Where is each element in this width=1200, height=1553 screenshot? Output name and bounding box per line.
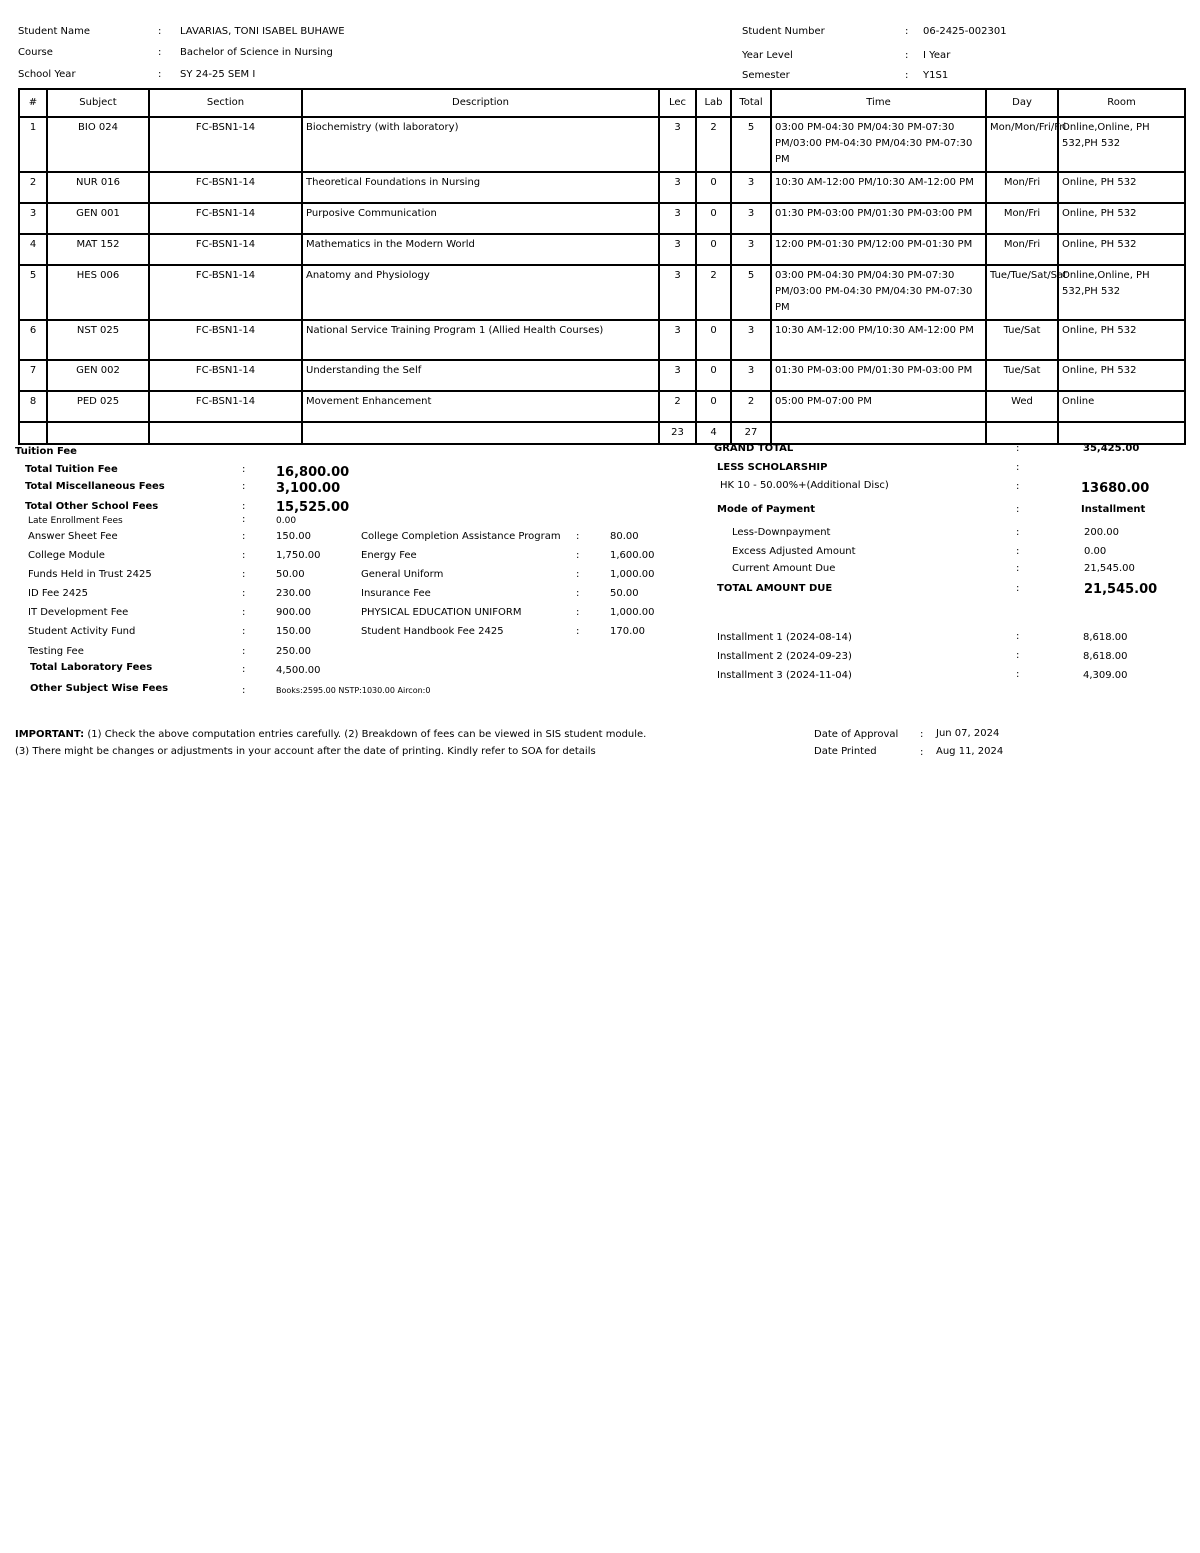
table-row (19, 172, 1185, 203)
col-header-lab: Lab (696, 89, 731, 117)
fee-item-value: 1,600.00 (610, 550, 655, 561)
row-section: FC-BSN1-14 (149, 265, 302, 320)
fee-item-value: 170.00 (610, 626, 645, 637)
row-total: 3 (731, 172, 771, 203)
row-subject: GEN 002 (47, 360, 149, 391)
total-lec: 23 (659, 422, 696, 444)
total-lab-label: Total Laboratory Fees (30, 662, 153, 673)
row-section: FC-BSN1-14 (149, 117, 302, 172)
colon: : (1016, 527, 1020, 538)
row-lab: 2 (696, 117, 731, 172)
row-day: Wed (986, 391, 1058, 422)
total-other-label: Total Other School Fees (25, 501, 159, 512)
row-day: Tue/Sat (986, 320, 1058, 360)
row-day: Mon/Fri (986, 234, 1058, 265)
colon: : (242, 464, 246, 475)
row-time: 01:30 PM-03:00 PM/01:30 PM-03:00 PM (771, 203, 986, 234)
colon: : (158, 47, 162, 58)
row-lec: 3 (659, 234, 696, 265)
row-num: 1 (19, 117, 47, 172)
fee-item-value: 80.00 (610, 531, 639, 542)
colon: : (242, 664, 246, 675)
fee-item-label: Insurance Fee (361, 588, 431, 599)
year-level-label: Year Level (742, 50, 793, 61)
student-number-value: 06-2425-002301 (923, 26, 1007, 37)
col-header-total: Total (731, 89, 771, 117)
colon: : (158, 69, 162, 80)
row-total: 3 (731, 234, 771, 265)
row-section: FC-BSN1-14 (149, 391, 302, 422)
row-total: 2 (731, 391, 771, 422)
colon: : (242, 588, 246, 599)
important-note-line1 (15, 729, 646, 740)
row-description: Purposive Communication (302, 203, 659, 234)
table-row (19, 203, 1185, 234)
important-note-line2: (3) There might be changes or adjustments in your account after the date of printing. Kindly refer to SOA for details (15, 746, 596, 757)
col-header-num: # (19, 89, 47, 117)
table-row (19, 360, 1185, 391)
grand-total-label: GRAND TOTAL (714, 443, 794, 454)
total-lab: 4 (696, 422, 731, 444)
total-units: 27 (731, 422, 771, 444)
col-header-room: Room (1058, 89, 1185, 117)
row-time: 03:00 PM-04:30 PM/04:30 PM-07:30 PM/03:00 PM-04:30 PM/04:30 PM-07:30 PM (771, 117, 986, 172)
mode-of-payment-value: Installment (1081, 504, 1146, 515)
colon: : (576, 569, 580, 580)
fee-item-value: 900.00 (276, 607, 311, 618)
excess-adjusted-value: 0.00 (1084, 546, 1107, 557)
row-section: FC-BSN1-14 (149, 320, 302, 360)
row-description: Anatomy and Physiology (302, 265, 659, 320)
row-description: Biochemistry (with laboratory) (302, 117, 659, 172)
colon: : (905, 70, 909, 81)
colon: : (1016, 563, 1020, 574)
row-day: Tue/Sat (986, 360, 1058, 391)
row-lab: 0 (696, 320, 731, 360)
fee-item-label: Student Activity Fund (28, 626, 136, 637)
fee-item-value: 50.00 (610, 588, 639, 599)
table-totals-row (19, 422, 1185, 444)
less-scholarship-label: LESS SCHOLARSHIP (717, 462, 828, 473)
row-description: Theoretical Foundations in Nursing (302, 172, 659, 203)
table-row (19, 391, 1185, 422)
total-tuition-label: Total Tuition Fee (25, 464, 118, 475)
fee-item-value: 150.00 (276, 626, 311, 637)
row-day: Mon/Fri (986, 203, 1058, 234)
mode-of-payment-label: Mode of Payment (717, 504, 816, 515)
fee-item-label: Energy Fee (361, 550, 417, 561)
colon: : (1016, 669, 1020, 680)
excess-adjusted-label: Excess Adjusted Amount (732, 546, 856, 557)
table-row (19, 117, 1185, 172)
table-row (19, 320, 1185, 360)
colon: : (1016, 631, 1020, 642)
fee-item-label: PHYSICAL EDUCATION UNIFORM (361, 607, 522, 618)
total-other-value: 15,525.00 (276, 500, 350, 515)
row-time: 10:30 AM-12:00 PM/10:30 AM-12:00 PM (771, 172, 986, 203)
colon: : (1016, 650, 1020, 661)
empty-cell (302, 422, 659, 444)
total-misc-label: Total Miscellaneous Fees (25, 481, 165, 492)
fee-item-label: Testing Fee (28, 646, 84, 657)
row-num: 3 (19, 203, 47, 234)
colon: : (576, 607, 580, 618)
fee-item-value: 150.00 (276, 531, 311, 542)
fee-item-label: General Uniform (361, 569, 444, 580)
current-due-value: 21,545.00 (1084, 563, 1135, 574)
semester-value: Y1S1 (923, 70, 949, 81)
total-lab-value: 4,500.00 (276, 665, 321, 676)
fee-item-label: IT Development Fee (28, 607, 129, 618)
installment-value: 4,309.00 (1083, 670, 1128, 681)
table-header-row (19, 89, 1185, 117)
year-level-value: I Year (923, 50, 951, 61)
row-total: 3 (731, 320, 771, 360)
row-lec: 3 (659, 320, 696, 360)
colon: : (242, 481, 246, 492)
downpayment-label: Less-Downpayment (732, 527, 831, 538)
note-text-1: (1) Check the above computation entries carefully. (2) Breakdown of fees can be viewed in SIS student module. (87, 729, 647, 740)
col-header-subject: Subject (47, 89, 149, 117)
row-subject: GEN 001 (47, 203, 149, 234)
row-lec: 3 (659, 265, 696, 320)
course-label: Course (18, 47, 53, 58)
fee-item-value: 1,000.00 (610, 569, 655, 580)
late-enrollment-value: 0.00 (276, 516, 297, 526)
colon: : (920, 747, 924, 758)
fee-item-value: 250.00 (276, 646, 311, 657)
colon: : (920, 729, 924, 740)
row-num: 4 (19, 234, 47, 265)
row-lec: 3 (659, 172, 696, 203)
installment-value: 8,618.00 (1083, 632, 1128, 643)
empty-cell (149, 422, 302, 444)
colon: : (242, 626, 246, 637)
row-room: Online (1058, 391, 1185, 422)
colon: : (576, 531, 580, 542)
colon: : (1016, 481, 1020, 492)
scholarship-detail-label: HK 10 - 50.00%+(Additional Disc) (720, 480, 889, 491)
empty-cell (771, 422, 986, 444)
installment-label: Installment 1 (2024-08-14) (717, 632, 852, 643)
row-room: Online, PH 532 (1058, 172, 1185, 203)
student-number-label: Student Number (742, 26, 825, 37)
colon: : (1016, 546, 1020, 557)
fee-item-value: 1,750.00 (276, 550, 321, 561)
colon: : (576, 550, 580, 561)
colon: : (1016, 504, 1020, 515)
row-section: FC-BSN1-14 (149, 203, 302, 234)
row-day: Mon/Mon/Fri/Fri (986, 117, 1058, 172)
row-lec: 3 (659, 117, 696, 172)
row-lab: 2 (696, 265, 731, 320)
row-section: FC-BSN1-14 (149, 172, 302, 203)
colon: : (242, 569, 246, 580)
date-approval-label: Date of Approval (814, 729, 899, 740)
row-description: Movement Enhancement (302, 391, 659, 422)
colon: : (242, 501, 246, 512)
row-lab: 0 (696, 172, 731, 203)
student-name-value: LAVARIAS, TONI ISABEL BUHAWE (180, 26, 345, 37)
colon: : (158, 26, 162, 37)
row-num: 5 (19, 265, 47, 320)
row-lab: 0 (696, 391, 731, 422)
student-name-label: Student Name (18, 26, 91, 37)
row-subject: BIO 024 (47, 117, 149, 172)
colon: : (242, 685, 246, 696)
empty-cell (986, 422, 1058, 444)
fee-item-label: Funds Held in Trust 2425 (28, 569, 152, 580)
row-lec: 3 (659, 360, 696, 391)
row-room: Online, PH 532 (1058, 234, 1185, 265)
date-printed-value: Aug 11, 2024 (936, 746, 1004, 757)
grand-total-value: 35,425.00 (1083, 443, 1140, 454)
empty-cell (19, 422, 47, 444)
col-header-time: Time (771, 89, 986, 117)
row-section: FC-BSN1-14 (149, 360, 302, 391)
row-day: Tue/Tue/Sat/Sat (986, 265, 1058, 320)
row-time: 12:00 PM-01:30 PM/12:00 PM-01:30 PM (771, 234, 986, 265)
row-room: Online,Online, PH 532,PH 532 (1058, 117, 1185, 172)
installment-label: Installment 3 (2024-11-04) (717, 670, 852, 681)
downpayment-value: 200.00 (1084, 527, 1119, 538)
row-day: Mon/Fri (986, 172, 1058, 203)
colon: : (242, 531, 246, 542)
total-tuition-value: 16,800.00 (276, 465, 350, 480)
schedule-table (18, 88, 1186, 445)
total-due-value: 21,545.00 (1084, 582, 1158, 597)
col-header-day: Day (986, 89, 1058, 117)
colon: : (242, 514, 246, 525)
row-description: Understanding the Self (302, 360, 659, 391)
row-lab: 0 (696, 360, 731, 391)
installment-value: 8,618.00 (1083, 651, 1128, 662)
fee-item-label: ID Fee 2425 (28, 588, 88, 599)
colon: : (242, 607, 246, 618)
fee-item-value: 50.00 (276, 569, 305, 580)
important-label: IMPORTANT: (15, 729, 85, 740)
date-approval-value: Jun 07, 2024 (936, 728, 1000, 739)
row-room: Online, PH 532 (1058, 360, 1185, 391)
other-subject-value: Books:2595.00 NSTP:1030.00 Aircon:0 (276, 686, 431, 695)
row-subject: HES 006 (47, 265, 149, 320)
row-time: 03:00 PM-04:30 PM/04:30 PM-07:30 PM/03:00 PM-04:30 PM/04:30 PM-07:30 PM (771, 265, 986, 320)
semester-label: Semester (742, 70, 790, 81)
row-num: 2 (19, 172, 47, 203)
empty-cell (1058, 422, 1185, 444)
row-description: Mathematics in the Modern World (302, 234, 659, 265)
row-time: 05:00 PM-07:00 PM (771, 391, 986, 422)
row-subject: NST 025 (47, 320, 149, 360)
colon: : (576, 588, 580, 599)
colon: : (576, 626, 580, 637)
colon: : (1016, 443, 1020, 454)
row-lec: 2 (659, 391, 696, 422)
total-due-label: TOTAL AMOUNT DUE (717, 583, 833, 594)
table-row (19, 265, 1185, 320)
row-room: Online, PH 532 (1058, 203, 1185, 234)
row-total: 5 (731, 117, 771, 172)
fee-item-value: 1,000.00 (610, 607, 655, 618)
colon: : (242, 550, 246, 561)
current-due-label: Current Amount Due (732, 563, 836, 574)
row-num: 6 (19, 320, 47, 360)
row-subject: PED 025 (47, 391, 149, 422)
row-lab: 0 (696, 234, 731, 265)
fee-item-label: Student Handbook Fee 2425 (361, 626, 504, 637)
school-year-label: School Year (18, 69, 76, 80)
school-year-value: SY 24-25 SEM I (180, 69, 256, 80)
row-room: Online, PH 532 (1058, 320, 1185, 360)
row-subject: NUR 016 (47, 172, 149, 203)
scholarship-amount: 13680.00 (1081, 481, 1150, 496)
date-printed-label: Date Printed (814, 746, 877, 757)
colon: : (1016, 583, 1020, 594)
tuition-fee-heading: Tuition Fee (15, 446, 77, 457)
installment-label: Installment 2 (2024-09-23) (717, 651, 852, 662)
col-header-section: Section (149, 89, 302, 117)
late-enrollment-label: Late Enrollment Fees (28, 516, 123, 526)
course-value: Bachelor of Science in Nursing (180, 47, 333, 58)
row-time: 10:30 AM-12:00 PM/10:30 AM-12:00 PM (771, 320, 986, 360)
fee-item-label: College Completion Assistance Program (361, 531, 561, 542)
total-misc-value: 3,100.00 (276, 481, 341, 496)
row-total: 3 (731, 203, 771, 234)
fee-item-label: College Module (28, 550, 105, 561)
col-header-lec: Lec (659, 89, 696, 117)
col-header-description: Description (302, 89, 659, 117)
row-lec: 3 (659, 203, 696, 234)
fee-item-label: Answer Sheet Fee (28, 531, 118, 542)
colon: : (905, 26, 909, 37)
row-num: 8 (19, 391, 47, 422)
other-subject-label: Other Subject Wise Fees (30, 683, 169, 694)
row-time: 01:30 PM-03:00 PM/01:30 PM-03:00 PM (771, 360, 986, 391)
row-room: Online,Online, PH 532,PH 532 (1058, 265, 1185, 320)
colon: : (242, 646, 246, 657)
row-num: 7 (19, 360, 47, 391)
empty-cell (47, 422, 149, 444)
table-row (19, 234, 1185, 265)
fee-item-value: 230.00 (276, 588, 311, 599)
row-subject: MAT 152 (47, 234, 149, 265)
colon: : (1016, 462, 1020, 473)
row-total: 5 (731, 265, 771, 320)
row-description: National Service Training Program 1 (Allied Health Courses) (302, 320, 659, 360)
colon: : (905, 50, 909, 61)
row-section: FC-BSN1-14 (149, 234, 302, 265)
row-total: 3 (731, 360, 771, 391)
row-lab: 0 (696, 203, 731, 234)
